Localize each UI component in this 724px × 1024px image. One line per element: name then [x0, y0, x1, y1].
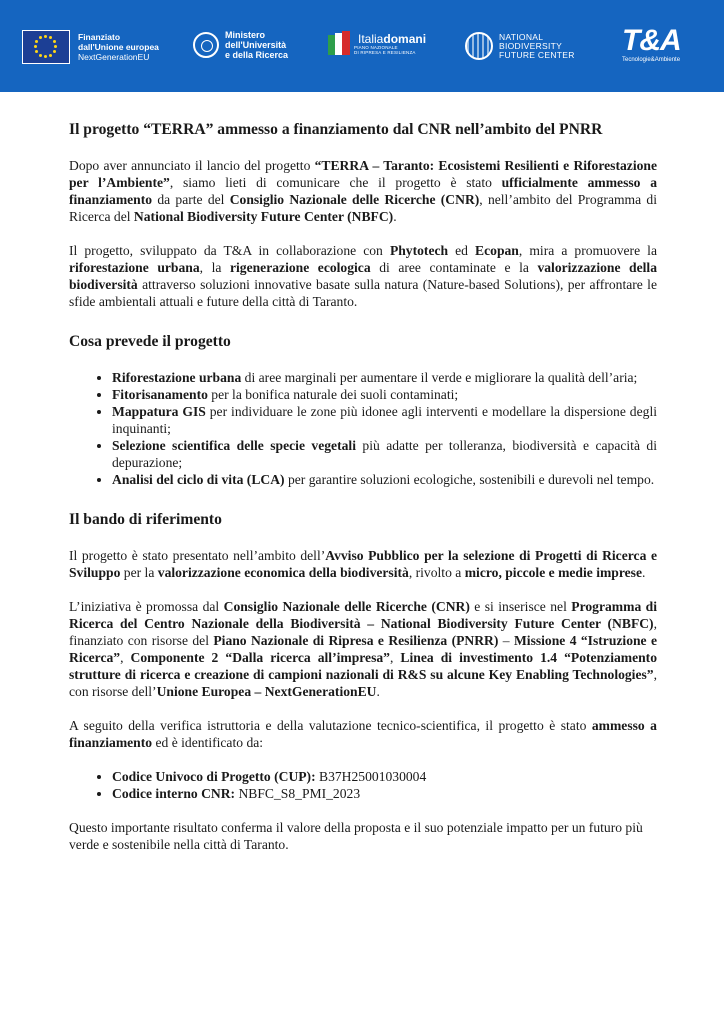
intro-text-4: , nell’ambito del Programma di Ricerca del [69, 192, 657, 224]
mur-logo-line3: e della Ricerca [225, 50, 289, 60]
list-item [112, 437, 657, 471]
ta-logo-tagline: Tecnologie&Ambiente [622, 57, 681, 63]
plan-list [69, 369, 657, 488]
init-text-6: , [389, 650, 401, 665]
italiadomani-sub1: PIANO NAZIONALE [354, 45, 398, 50]
paragraph-initiative [69, 598, 657, 700]
nbfc-logo-line2: BIODIVERSITY [499, 40, 563, 51]
paragraph-call [69, 547, 657, 581]
list-item [112, 403, 657, 437]
list-item-bold: Mappatura GIS [112, 404, 206, 419]
eu-logo-line3: NextGenerationEU [78, 52, 150, 62]
globe-icon [465, 32, 493, 60]
mur-logo [193, 30, 288, 60]
ta-logo-mark: T&A [622, 24, 681, 57]
eu-flag-icon [22, 30, 70, 64]
italian-flag-icon [328, 31, 350, 57]
intro-text-3: da parte del [152, 192, 230, 207]
desc-phytotech: Phytotech [389, 243, 449, 258]
document-body [69, 120, 657, 870]
document-title: Il progetto “TERRA” ammesso a finanziamento dal CNR nell’ambito del PNRR [69, 121, 603, 138]
section-heading-call: Il bando di riferimento [69, 511, 222, 528]
mur-logo-line2: dell'Università [225, 40, 287, 50]
desc-text-5: di aree contaminate e la [370, 260, 538, 275]
desc-regeneration: rigenerazione ecologica [229, 260, 371, 275]
list-item-text: per individuare le zone più idonee agli interventi e modellare la dispersione degli inquinanti; [112, 404, 657, 436]
nbfc-logo-line3: FUTURE CENTER [499, 49, 575, 60]
list-item-bold: Selezione scientifica delle specie vegetali [112, 438, 356, 453]
list-item [112, 768, 657, 785]
intro-text-5: . [393, 209, 397, 224]
desc-text-1: Il progetto, sviluppato da T&A in collaborazione con [69, 243, 390, 258]
code-label: Codice Univoco di Progetto (CUP): [112, 769, 316, 784]
italiadomani-part2: domani [383, 32, 427, 46]
desc-biodiversity: valorizzazione della biodiversità [69, 260, 657, 292]
call-sme: micro, piccole e medie imprese [464, 565, 643, 580]
nbfc-logo-line1: NATIONAL [499, 31, 544, 42]
list-item-text: più adatte per tolleranza, biodiversità e capacità di depurazione; [112, 438, 657, 470]
list-item [112, 386, 657, 403]
codes-list [69, 768, 657, 802]
list-item [112, 785, 657, 802]
verif-admitted: ammesso a finanziamento [69, 718, 657, 750]
list-item [112, 471, 657, 488]
desc-reforestation: riforestazione urbana [69, 260, 200, 275]
init-text-1: L’iniziativa è promossa dal [69, 599, 224, 614]
call-valorization: valorizzazione economica della biodiversità [157, 565, 409, 580]
eu-logo-line1: Finanziato [78, 32, 121, 42]
ta-logo [622, 26, 681, 63]
code-value: B37H25001030004 [315, 769, 427, 784]
italian-emblem-icon [193, 32, 219, 58]
desc-text-4: , la [199, 260, 230, 275]
init-text-8: . [376, 684, 380, 699]
init-cnr: Consiglio Nazionale delle Ricerche (CNR) [223, 599, 470, 614]
intro-text-1: Dopo aver annunciato il lancio del progetto [69, 158, 315, 173]
eu-logo [22, 30, 159, 64]
paragraph-conclusion: Questo importante risultato conferma il valore della proposta e il suo potenziale impatto per un futuro più verde e sostenibile nella città di Taranto. [69, 820, 643, 852]
verif-text-2: ed è identificato da: [152, 735, 264, 750]
init-component: Componente 2 “Dalla ricerca all’impresa” [130, 650, 390, 665]
list-item-text: di aree marginali per aumentare il verde e migliorare la qualità dell’aria; [241, 370, 638, 385]
paragraph-description [69, 242, 657, 310]
intro-nbfc: National Biodiversity Future Center (NBFC) [133, 209, 394, 224]
section-heading-plan: Cosa prevede il progetto [69, 333, 231, 350]
logo-header-band [0, 0, 724, 92]
list-item-text: per la bonifica naturale dei suoli contaminati; [207, 387, 459, 402]
paragraph-intro [69, 157, 657, 225]
init-text-4: – [498, 633, 514, 648]
call-text-3: , rivolto a [408, 565, 465, 580]
list-item [112, 369, 657, 386]
init-program: Programma di Ricerca del Centro Nazionale della Biodiversità – National Biodiversity Future Center (NBFC) [69, 599, 658, 631]
italiadomani-sub2: DI RIPRESA E RESILIENZA [354, 50, 416, 55]
italiadomani-logo [328, 31, 426, 57]
desc-text-6: attraverso soluzioni innovative basate sulla natura (Nature-based Solutions), per affrontare le sfide ambientali attuali e future della città di Taranto. [69, 277, 657, 309]
intro-cnr: Consiglio Nazionale delle Ricerche (CNR) [229, 192, 480, 207]
list-item-text: per garantire soluzioni ecologiche, sostenibili e durevoli nel tempo. [284, 472, 655, 487]
init-eu: Unione Europea – NextGenerationEU [156, 684, 377, 699]
init-text-3: , finanziato con risorse del [69, 616, 657, 648]
desc-text-3: , mira a promuovere la [518, 243, 657, 258]
intro-text-2: , siamo lieti di comunicare che il progetto è stato [169, 175, 502, 190]
call-text-2: per la [120, 565, 158, 580]
init-mission: Missione 4 “Istruzione e Ricerca” [69, 633, 657, 665]
intro-admitted: ufficialmente ammesso a finanziamento [69, 175, 657, 207]
list-item-bold: Analisi del ciclo di vita (LCA) [112, 472, 285, 487]
list-item-bold: Fitorisanamento [112, 387, 208, 402]
init-text-7: , con risorse dell’ [69, 667, 657, 699]
eu-logo-line2: dall'Unione europea [78, 42, 159, 52]
italiadomani-part1: Italia [358, 32, 384, 46]
init-text-5: , [120, 650, 131, 665]
code-label: Codice interno CNR: [112, 786, 236, 801]
init-pnrr: Piano Nazionale di Ripresa e Resilienza (PNRR) [213, 633, 499, 648]
init-investment: Linea di investimento 1.4 “Potenziamento strutture di ricerca e creazione di campioni nazionali di R&S su alcune Key Enabling Technologies” [69, 650, 658, 682]
call-notice: Avviso Pubblico per la selezione di Progetti di Ricerca e Sviluppo [69, 548, 657, 580]
verif-text-1: A seguito della verifica istruttoria e della valutazione tecnico-scientifica, il progetto è stato [69, 718, 592, 733]
intro-project-name: “TERRA – Taranto: Ecosistemi Resilienti e Riforestazione per l’Ambiente” [69, 158, 657, 190]
nbfc-logo [465, 32, 575, 60]
init-text-2: e si inserisce nel [469, 599, 572, 614]
call-text-1: Il progetto è stato presentato nell’ambito dell’ [69, 548, 326, 563]
list-item-bold: Riforestazione urbana [112, 370, 242, 385]
paragraph-verification [69, 717, 657, 751]
desc-ecopan: Ecopan [475, 243, 519, 258]
desc-text-2: ed [448, 243, 476, 258]
call-text-4: . [642, 565, 646, 580]
mur-logo-line1: Ministero [225, 30, 266, 40]
code-value: NBFC_S8_PMI_2023 [235, 786, 361, 801]
